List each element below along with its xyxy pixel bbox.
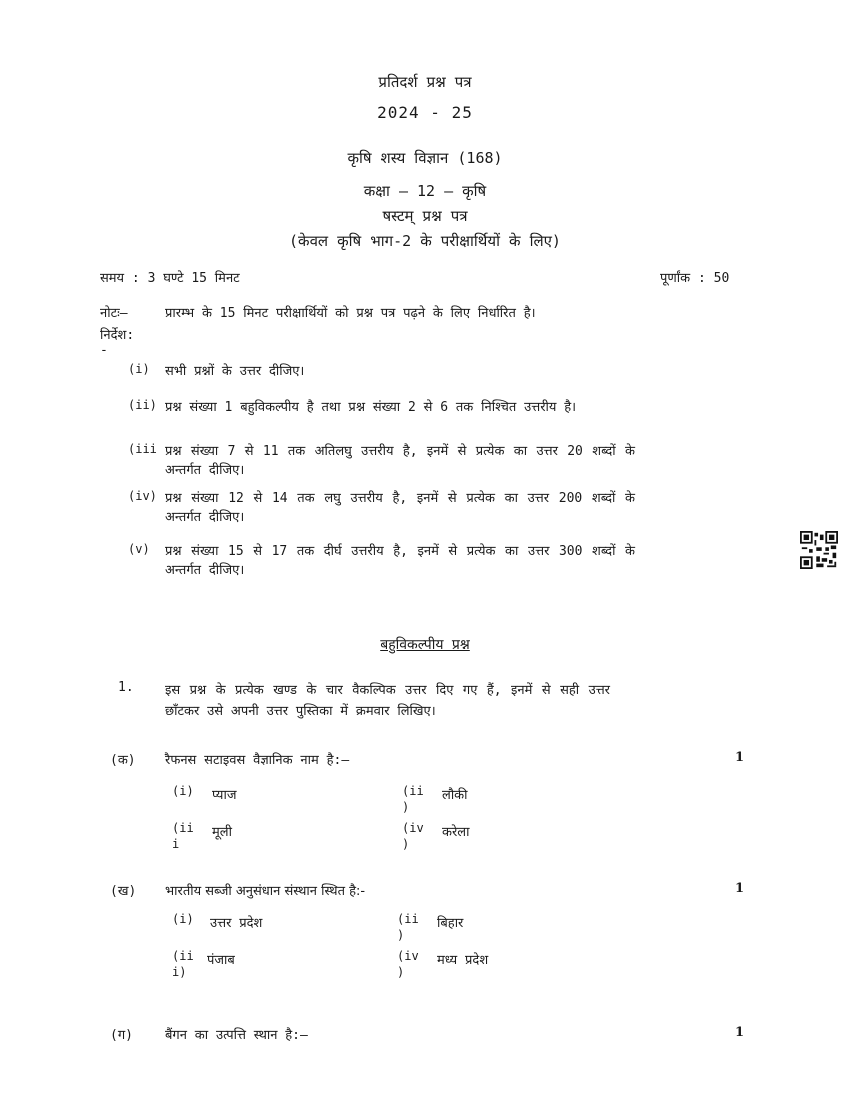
option-text: बिहार — [437, 916, 464, 931]
instruction-text: प्रश्न संख्या 12 से 14 तक लघु उत्तरीय है, इनमें से प्रत्येक का उत्तर 200 शब्दों के अन्तर्गत दीजिए। — [165, 491, 635, 525]
qr-code-icon — [800, 531, 838, 569]
option-text: लौकी — [442, 788, 468, 803]
instruction-text: प्रश्न संख्या 7 से 11 तक अतिलघु उत्तरीय है, इनमें से प्रत्येक का उत्तर 20 शब्दों के अन्तर्गत दीजिए। — [165, 444, 635, 478]
part-label: (ख) — [110, 884, 137, 899]
instruction-number: (ii) — [128, 398, 157, 412]
instructions-label: निर्देश: — [100, 328, 135, 343]
option-text: मध्य प्रदेश — [437, 953, 489, 968]
max-marks: पूर्णांक : 50 — [660, 271, 730, 286]
option-text: मूली — [212, 825, 232, 840]
part-marks: 1 — [734, 881, 744, 896]
instruction-number: (i) — [128, 362, 150, 376]
option-number: (i) — [172, 912, 194, 926]
option-number: (ii i) — [172, 949, 194, 979]
part-label: (ग) — [110, 1028, 133, 1043]
part-question: भारतीय सब्जी अनुसंधान संस्थान स्थित है:- — [165, 884, 366, 899]
instruction-text: प्रश्न संख्या 1 बहुविकल्पीय है तथा प्रश्न संख्या 2 से 6 तक निश्चित उत्तरीय है। — [165, 400, 577, 415]
option-text: प्याज — [212, 788, 237, 803]
question-text: इस प्रश्न के प्रत्येक खण्ड के चार वैकल्पिक उत्तर दिए गए हैं, इनमें से सही उत्तर छाँटकर उसे अपनी उत्तर पुस्तिका में क्रमवार लिखिए। — [165, 683, 610, 719]
option-number: (iv ) — [397, 949, 419, 979]
instruction-number: (v) — [128, 542, 150, 556]
candidate-note: (केवल कृषि भाग-2 के परीक्षार्थियों के लिए) — [289, 232, 561, 250]
instruction-number: (iv) — [128, 489, 157, 503]
option-text: पंजाब — [207, 953, 235, 968]
question-number: 1. — [118, 680, 134, 695]
option-number: (iv ) — [402, 821, 424, 851]
note-label: नोटः– — [100, 306, 128, 321]
option-number: (ii ) — [402, 784, 424, 814]
paper-number: षस्टम् प्रश्न पत्र — [382, 207, 468, 225]
session-year: 2024 - 25 — [377, 103, 473, 122]
instructions-dash: - — [100, 343, 108, 358]
part-label: (क) — [110, 753, 136, 768]
time-allowed: समय : 3 घण्टे 15 मिनट — [100, 271, 240, 286]
option-text: उत्तर प्रदेश — [210, 916, 263, 931]
instruction-text: सभी प्रश्नों के उत्तर दीजिए। — [165, 364, 305, 379]
option-number: (i) — [172, 784, 194, 798]
paper-type-title: प्रतिदर्श प्रश्न पत्र — [378, 73, 472, 91]
part-marks: 1 — [734, 1025, 744, 1040]
option-number: (ii ) — [397, 912, 419, 942]
part-question: बैंगन का उत्पत्ति स्थान है:– — [165, 1028, 308, 1043]
instruction-text: प्रश्न संख्या 15 से 17 तक दीर्घ उत्तरीय है, इनमें से प्रत्येक का उत्तर 300 शब्दों के अन्तर्गत दीजिए। — [165, 544, 635, 578]
option-text: करेला — [442, 825, 470, 840]
part-marks: 1 — [734, 750, 744, 765]
note-text: प्रारम्भ के 15 मिनट परीक्षार्थियों को प्रश्न पत्र पढ़ने के लिए निर्धारित है। — [165, 306, 536, 321]
section-heading: बहुविकल्पीय प्रश्न — [380, 637, 470, 653]
part-question: रैफनस सटाइवस वैज्ञानिक नाम है:– — [165, 753, 350, 768]
instruction-number: (iii — [128, 442, 157, 456]
subject-title: कृषि शस्य विज्ञान (168) — [347, 149, 503, 167]
option-number: (ii i — [172, 821, 194, 851]
class-title: कक्षा – 12 – कृषि — [363, 182, 487, 200]
